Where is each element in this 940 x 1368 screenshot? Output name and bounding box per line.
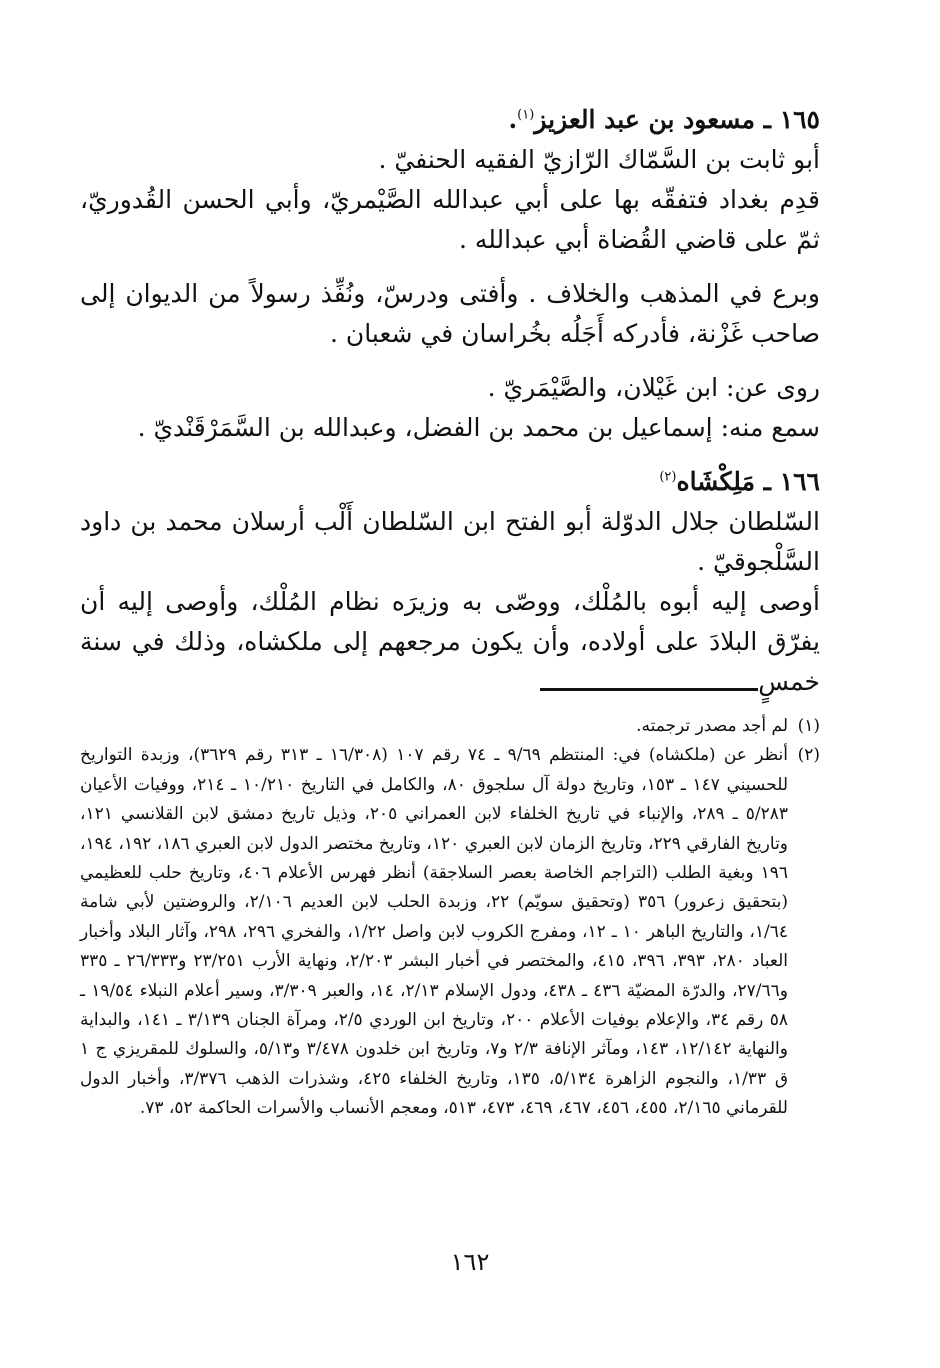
footnote-text: لم أجد مصدر ترجمته. xyxy=(636,716,788,736)
paragraph: أبو ثابت بن السَّمّاك الرّازيّ الفقيه الحنفيّ . xyxy=(378,145,820,174)
footnote-ref: (١) xyxy=(517,107,535,123)
paragraph: أوصى إليه أبوه بالمُلْك، ووصّى به وزيرَه نظام المُلْك، وأوصى إليه أن يفرّق البلادَ على أولاده، وأن يكون مرجعهم إلى ملكشاه، وذلك في سنة خمسٍ xyxy=(80,587,820,696)
footnote xyxy=(80,741,820,1123)
entry-heading xyxy=(80,462,820,502)
paragraph: روى عن: ابن غَيْلان، والصَّيْمَريّ . xyxy=(487,373,820,402)
footnote-ref: (٢) xyxy=(659,469,677,485)
entry-title: ١٦٥ ـ مسعود بن عبد العزيز xyxy=(534,105,820,134)
paragraph: وبرع في المذهب والخلاف . وأفتى ودرسّ، ونُفِّذ رسولاً من الديوان إلى صاحب غَزْنة، فأدركه أَجَلُه بخُراسان في شعبان . xyxy=(80,279,820,348)
main-text xyxy=(80,100,820,702)
footnote-text: أنظر عن (ملكشاه) في: المنتظم ٩/٦٩ ـ ٧٤ رقم ١٠٧ (١٦/٣٠٨ ـ ٣١٣ رقم ٣٦٢٩)، وزبدة التواريخ للحسيني ١٤٧ ـ ١٥٣، وتاريخ دولة آل سلجوق ٨٠، والكامل في التاريخ ١٠/٢١٠ ـ ٢١٤، ووفيات الأعيان ٥/٢٨٣ ـ ٢٨٩، والإنباء في تاريخ الخلفاء لابن العمراني ٢٠٥، وذيل تاريخ دمشق لابن القلانسي ١٢١، وتاريخ الفارقي ٢٢٩، وتاريخ الزمان لابن العبري ١٢٠، وتاريخ مختصر الدول لابن العبري ١٨٦، ١٩٢، ١٩٤، ١٩٦ وبغية الطلب (التراجم الخاصة بعصر السلاجقة) أنظر فهرس الأعلام ٤٠٦، وتاريخ حلب للعظيمي (بتحقيق زعرور) ٣٥٦ (وتحقيق سويّم) ٢٢، وزبدة الحلب لابن العديم ٢/١٠٦، والروضتين لأبي شامة ١/٦٤، والتاريخ الباهر ١٠ ـ ١٢، ومفرج الكروب لابن واصل ١/٢٢، والفخري ٢٩٦، ٢٩٨، وآثار البلاد وأخبار العباد ٢٨٠، ٣٩٣، ٣٩٦، ٤١٥، والمختصر في أخبار البشر ٢/٢٠٣، ونهاية الأرب ٢٣/٢٥١ و٢٦/٣٣٣ ـ ٣٣٥ و٢٧/٦٦، والدرّة المضيّة ٤٣٦ ـ ٤٣٨، ودول الإسلام ٢/١٣، ١٤، والعبر ٣/٣٠٩، وسير أعلام النبلاء ١٩/٥٤ ـ ٥٨ رقم ٣٤، والإعلام بوفيات الأعلام ٢٠٠، وتاريخ ابن الوردي ٢/٥، ومرآة الجنان ٣/١٣٩ ـ ١٤١، والبداية والنهاية ١٢/١٤٢، ١٤٣، ومآثر الإنافة ٢/٣ و٧، وتاريخ ابن خلدون ٣/٤٧٨ و٥/١٣، والسلوك للمقريزي ج ١ ق ١/٣٣، والنجوم الزاهرة ٥/١٣٤، ١٣٥، وتاريخ الخلفاء ٤٢٥، وشذرات الذهب ٣/٣٧٦، وأخبار الدول للقرماني ٢/١٦٥، ٤٥٥، ٤٥٦، ٤٦٧، ٤٦٩، ٤٧٣، ٥١٣، ومعجم الأنساب والأسرات الحاكمة ٥٢، ٧٣. xyxy=(80,745,789,1119)
heading-suffix: . xyxy=(508,105,518,134)
entry-title: ١٦٦ ـ مَلِكْشَاه xyxy=(676,467,820,496)
footnotes xyxy=(80,712,820,1124)
paragraph: السّلطان جلال الدوّلة أبو الفتح ابن السّلطان أَلْب أرسلان محمد بن داود السَّلْجوقيّ . xyxy=(80,507,820,576)
footnote xyxy=(80,712,820,741)
footnote-number: (١) xyxy=(797,716,820,736)
paragraph: سمع منه: إسماعيل بن محمد بن الفضل، وعبدالله بن السَّمَرْقَنْديّ . xyxy=(137,413,820,442)
footnote-divider xyxy=(540,688,758,691)
paragraph: قدِم بغداد فتفقّه بها على أبي عبدالله الصَّيْمريّ، وأبي الحسن القُدوريّ، ثمّ على قاضي القُضاة أبي عبدالله . xyxy=(80,185,820,254)
entry-heading xyxy=(80,100,820,140)
page-number: ١٦٢ xyxy=(450,1248,490,1276)
footnote-number: (٢) xyxy=(797,745,820,766)
